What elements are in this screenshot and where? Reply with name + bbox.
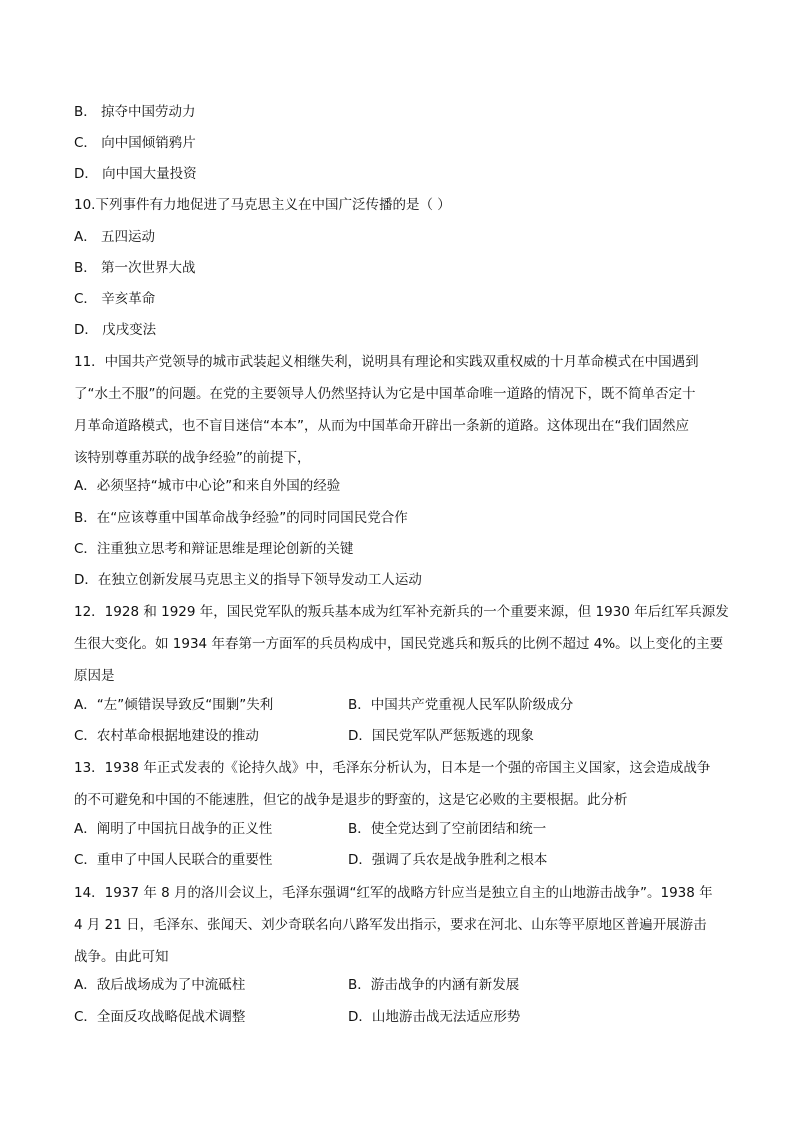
q14-option-c: C．全面反攻战略促战术调整 — [74, 1009, 246, 1025]
q13-option-a: A．阐明了中国抗日战争的正义性 — [74, 821, 273, 837]
q14-stem-line: 14．1937 年 8 月的洛川会议上，毛泽东强调“红军的战略方针应当是独立自主的山地游击战争”。1938 年 — [74, 885, 713, 901]
q13-option-d: D．强调了兵农是战争胜利之根本 — [348, 852, 548, 868]
q14-option-b: B．游击战争的内涵有新发展 — [348, 977, 520, 993]
q13-option-b: B．使全党达到了空前团结和统一 — [348, 821, 547, 837]
q10-option-a: A． 五四运动 — [74, 229, 156, 245]
q11-stem-line: 该特别尊重苏联的战争经验”的前提下， — [74, 450, 311, 466]
q12-option-a: A．“左”倾错误导致反“围剿”失利 — [74, 697, 274, 713]
q14-stem — [74, 877, 720, 973]
q10-stem: 10.下列事件有力地促进了马克思主义在中国广泛传播的是（ ） — [74, 197, 451, 213]
q12-stem — [74, 596, 729, 692]
q12-stem-line: 12．1928 和 1929 年，国民党军队的叛兵基本成为红军补充新兵的一个重要来源，但 1930 年后红军兵源发 — [74, 604, 729, 620]
q12-option-c: C．农村革命根据地建设的推动 — [74, 728, 259, 744]
q11-option-b: B．在“应该尊重中国革命战争经验”的同时同国民党合作 — [74, 510, 408, 526]
q14-stem-line: 战争。由此可知 — [74, 949, 169, 965]
q14-option-d: D．山地游击战无法适应形势 — [348, 1009, 521, 1025]
q12-stem-line: 生很大变化。如 1934 年春第一方面军的兵员构成中，国民党逃兵和叛兵的比例不超过 4%。以上变化的主要 — [74, 636, 724, 652]
q11-option-a: A．必须坚持“城市中心论”和来自外国的经验 — [74, 478, 341, 494]
q10-option-b: B． 第一次世界大战 — [74, 260, 196, 276]
q10-option-d: D． 戊戌变法 — [74, 322, 157, 338]
q10-option-c: C． 辛亥革命 — [74, 291, 156, 307]
q11-option-c: C．注重独立思考和辩证思维是理论创新的关键 — [74, 541, 354, 557]
q12-option-d: D．国民党军队严惩叛逃的现象 — [348, 728, 534, 744]
q9-option-c: C． 向中国倾销鸦片 — [74, 135, 196, 151]
q12-stem-line: 原因是 — [74, 668, 115, 684]
q11-stem-line: 月革命道路模式，也不盲目迷信“本本”，从而为中国革命开辟出一条新的道路。这体现出在“我们固然应 — [74, 418, 689, 434]
q11-stem-line: 11．中国共产党领导的城市武装起义相继失利，说明具有理论和实践双重权威的十月革命模式在中国遇到 — [74, 354, 699, 370]
q9-option-d: D． 向中国大量投资 — [74, 166, 197, 182]
q9-option-b: B． 掠夺中国劳动力 — [74, 104, 196, 120]
q14-option-a: A．敌后战场成为了中流砥柱 — [74, 977, 246, 993]
q12-option-b: B．中国共产党重视人民军队阶级成分 — [348, 697, 574, 713]
q14-stem-line: 4 月 21 日，毛泽东、张闻天、刘少奇联名向八路军发出指示，要求在河北、山东等平原地区普遍开展游击 — [74, 917, 707, 933]
q13-stem — [74, 752, 720, 816]
q11-option-d: D．在独立创新发展马克思主义的指导下领导发动工人运动 — [74, 572, 422, 588]
q13-stem-line: 的不可避免和中国的不能速胜，但它的战争是退步的野蛮的，这是它必败的主要根据。此分析 — [74, 792, 628, 808]
q11-stem — [74, 346, 720, 474]
q11-stem-line: 了“水土不服”的问题。在党的主要领导人仍然坚持认为它是中国革命唯一道路的情况下，既不简单否定十 — [74, 386, 696, 402]
q13-stem-line: 13．1938 年正式发表的《论持久战》中，毛泽东分析认为，日本是一个强的帝国主义国家，这会造成战争 — [74, 760, 711, 776]
q13-option-c: C．重申了中国人民联合的重要性 — [74, 852, 273, 868]
